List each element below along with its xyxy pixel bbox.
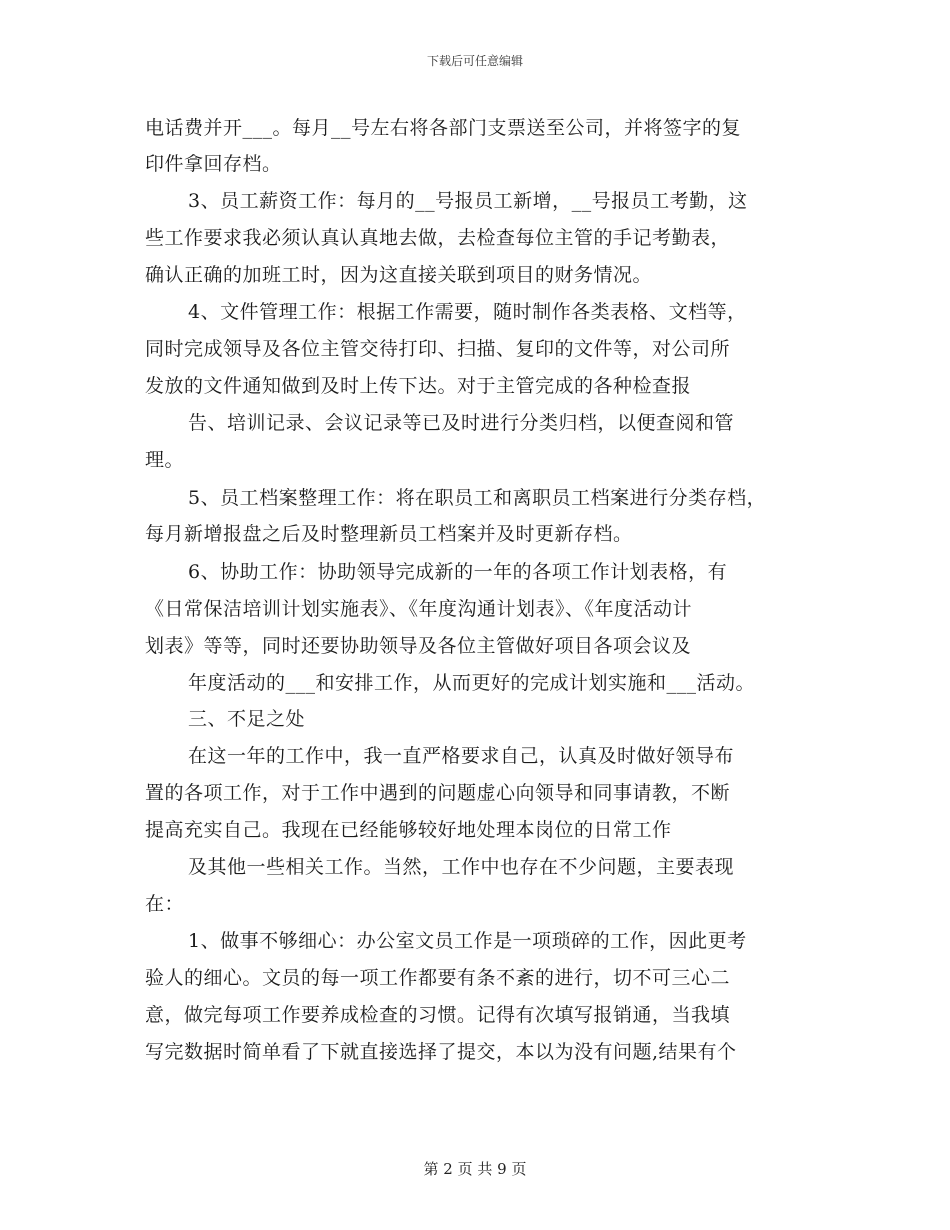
text-line: 5、员工档案整理工作：将在职员工和离职员工档案进行分类存档，	[188, 487, 767, 509]
text-line: 在：	[145, 893, 185, 915]
text-line: 提高充实自己。我现在已经能够较好地处理本岗位的日常工作	[145, 819, 672, 841]
text-line: 1、做事不够细心：办公室文员工作是一项琐碎的工作，因此更考	[188, 930, 747, 952]
text-line: 告、培训记录、会议记录等已及时进行分类归档，以便查阅和管	[188, 412, 735, 434]
text-line: 及其他一些相关工作。当然，工作中也存在不少问题，主要表现	[188, 856, 735, 878]
text-line: 电话费并开___。每月__号左右将各部门支票送至公司，并将签字的复	[145, 117, 742, 139]
text-line: 年度活动的___和安排工作，从而更好的完成计划实施和___活动。	[188, 672, 756, 694]
text-line: 《日常保洁培训计划实施表》、《年度沟通计划表》、《年度活动计	[145, 598, 693, 620]
text-line: 些工作要求我必须认真认真地去做，去检查每位主管的手记考勤表，	[145, 227, 731, 249]
section-heading: 三、不足之处	[188, 708, 306, 730]
text-line: 划表》等等，同时还要协助领导及各位主管做好项目各项会议及	[145, 635, 692, 657]
page-number: 第 2 页 共 9 页	[423, 1160, 527, 1178]
text-line: 6、协助工作：协助领导完成新的一年的各项工作计划表格，有	[188, 561, 728, 583]
text-line: 意，做完每项工作要养成检查的习惯。记得有次填写报销通，当我填	[145, 1004, 731, 1026]
text-line: 每月新增报盘之后及时整理新员工档案并及时更新存档。	[145, 523, 633, 545]
text-line: 3、员工薪资工作：每月的__号报员工新增，__号报员工考勤，这	[188, 190, 748, 212]
page-header: 下载后可任意编辑	[426, 54, 523, 68]
text-line: 理。	[145, 449, 185, 471]
text-line: 同时完成领导及各位主管交待打印、扫描、复印的文件等，对公司所	[145, 338, 731, 360]
text-line: 印件拿回存档。	[145, 153, 282, 175]
text-line: 置的各项工作，对于工作中遇到的问题虚心向领导和同事请教，不断	[145, 782, 731, 804]
text-line: 确认正确的加班工时，因为这直接关联到项目的财务情况。	[145, 264, 653, 286]
text-line: 4、文件管理工作：根据工作需要，随时制作各类表格、文档等，	[188, 301, 747, 323]
text-line: 发放的文件通知做到及时上传下达。对于主管完成的各种检查报	[145, 375, 692, 397]
text-line: 验人的细心。文员的每一项工作都要有条不紊的进行，切不可三心二	[145, 967, 731, 989]
text-line: 写完数据时简单看了下就直接选择了提交，本以为没有问题,结果有个	[145, 1041, 737, 1063]
text-line: 在这一年的工作中，我一直严格要求自己，认真及时做好领导布	[188, 745, 735, 767]
